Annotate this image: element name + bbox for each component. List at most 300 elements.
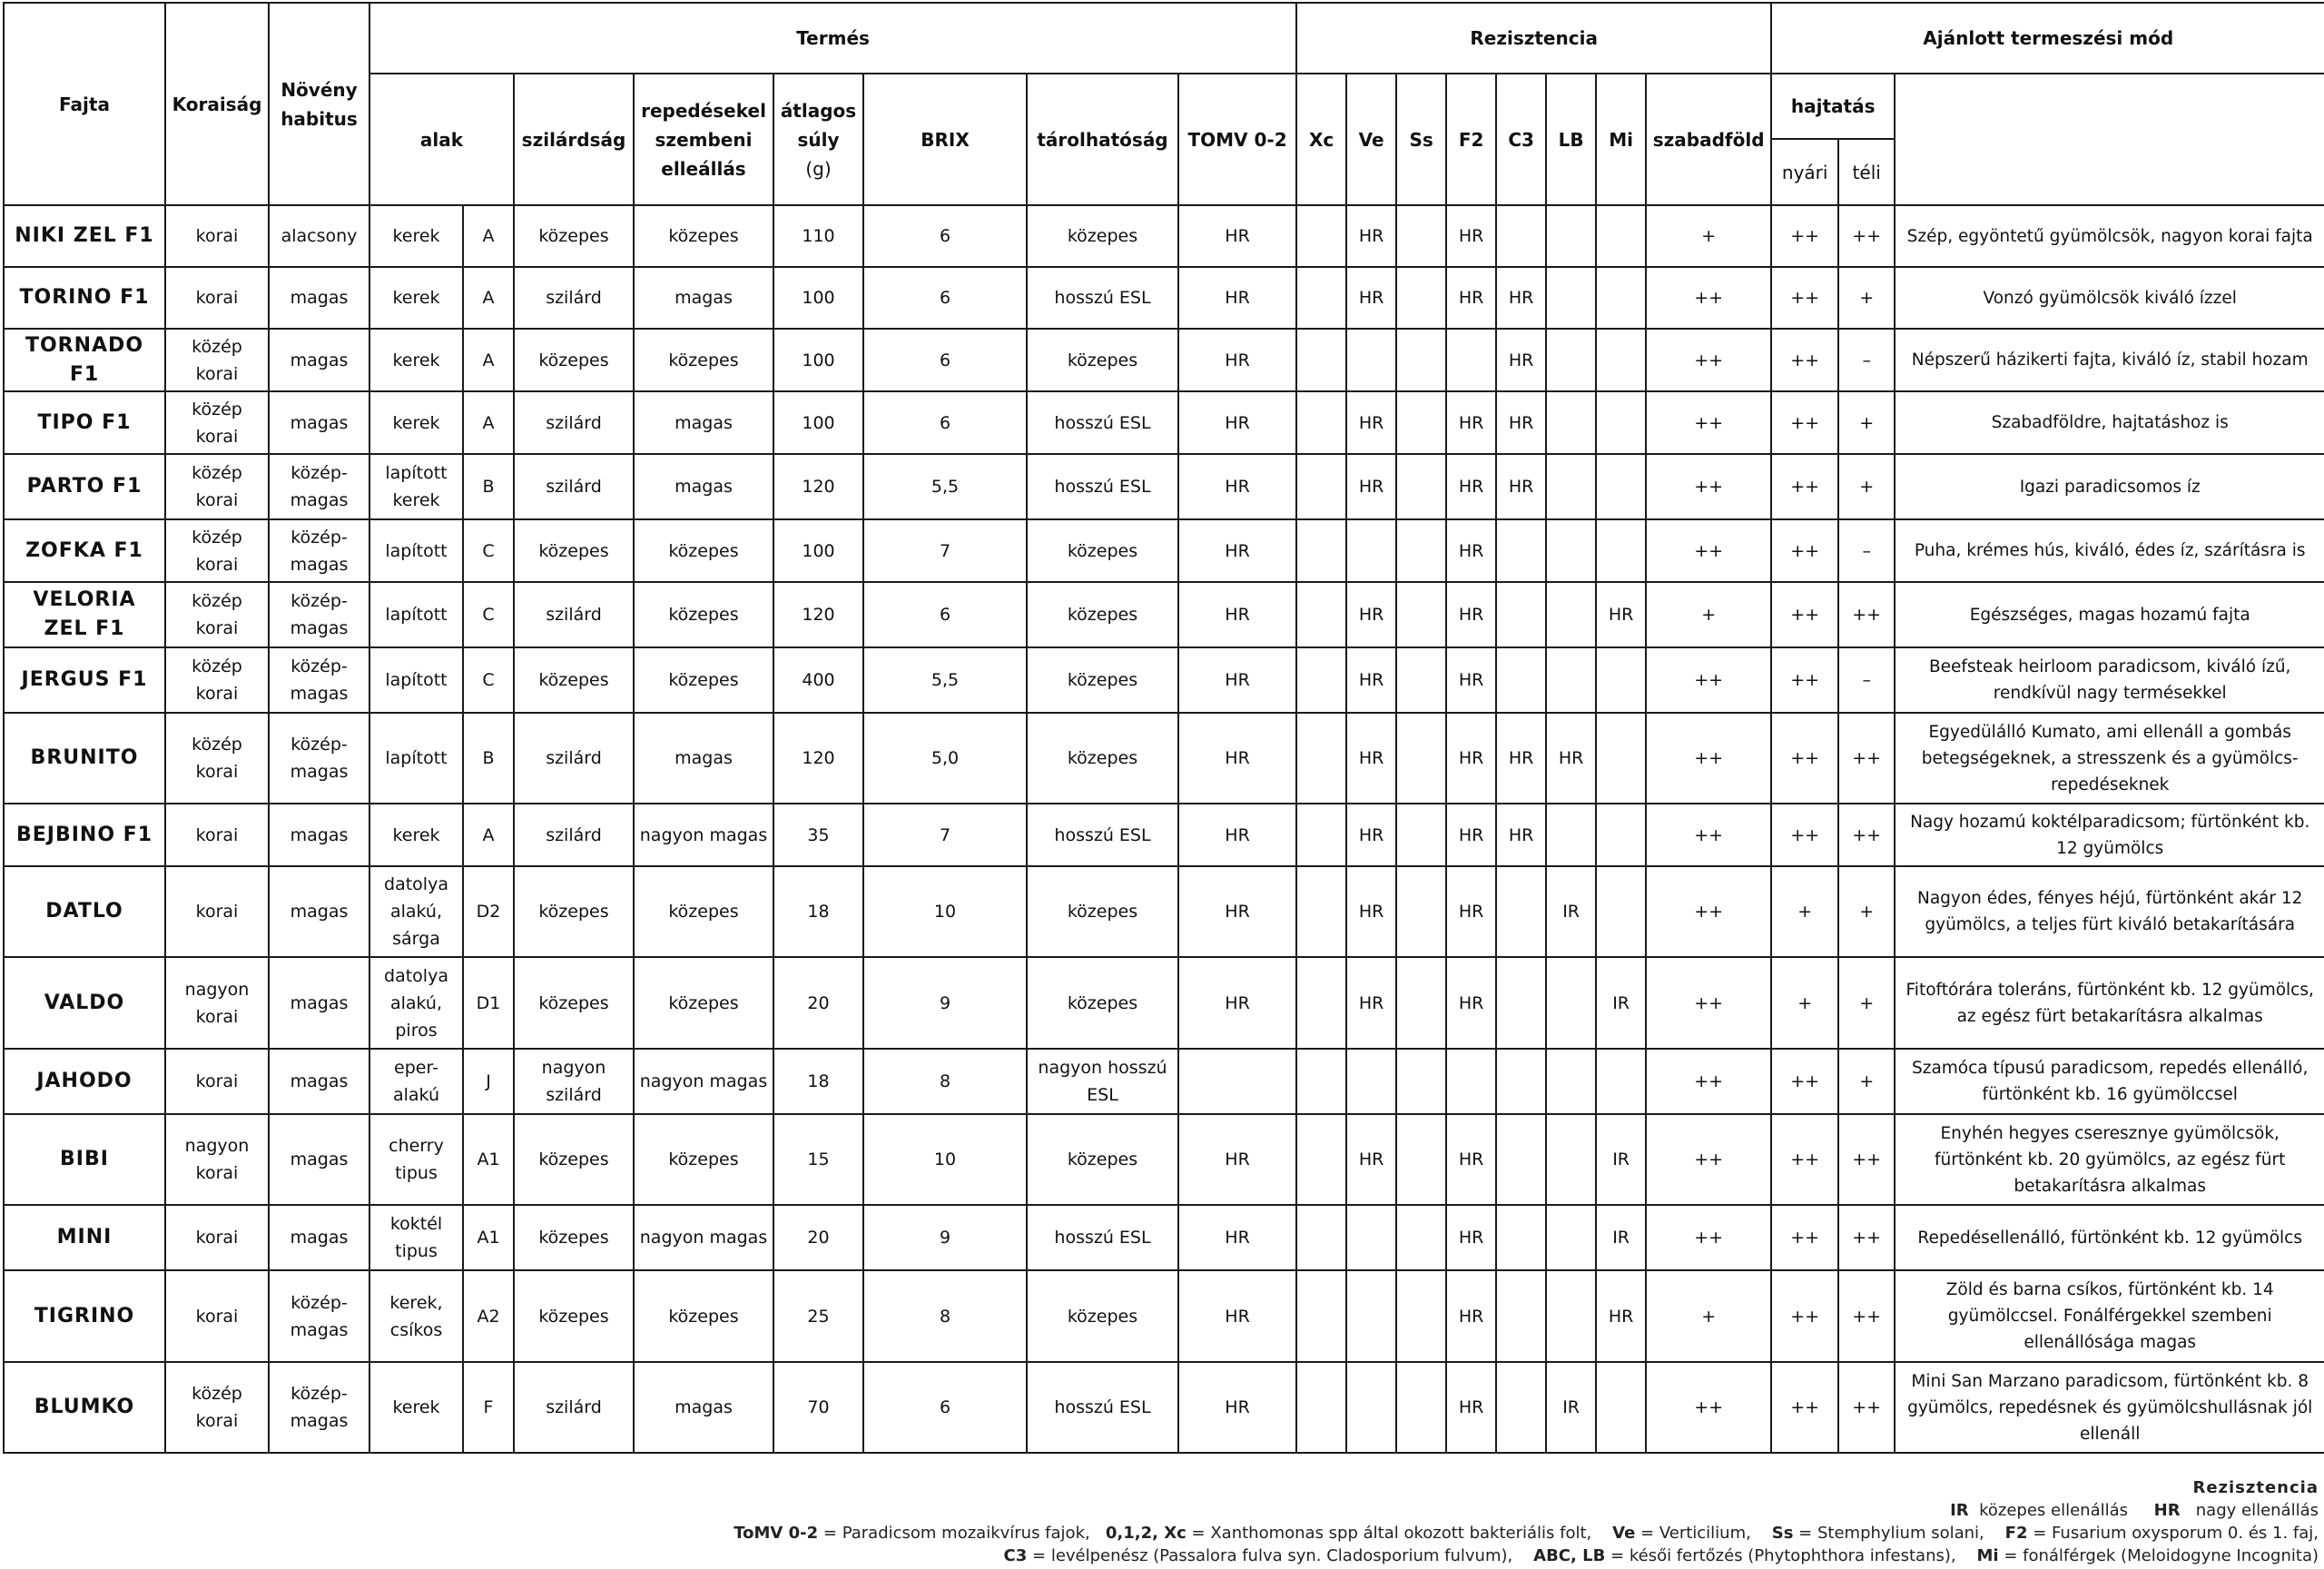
col-tarolhatosag: tárolhatóság — [1027, 74, 1178, 205]
cell-ss — [1396, 1114, 1446, 1205]
cell-habitus: közép-magas — [269, 519, 369, 582]
cell-c3 — [1496, 1205, 1546, 1270]
cell-fajta: NIKI ZEL F1 — [4, 205, 165, 267]
cell-tarolhatosag: hosszú ESL — [1027, 391, 1178, 454]
cell-fajta: JAHODO — [4, 1049, 165, 1114]
cell-koraisag: korai — [165, 205, 269, 267]
cell-mi — [1596, 519, 1646, 582]
cell-tarolhatosag: hosszú ESL — [1027, 1205, 1178, 1270]
cell-nyari: ++ — [1771, 1049, 1838, 1114]
cell-lb — [1546, 1049, 1596, 1114]
cell-lb: HR — [1546, 713, 1596, 804]
cell-szabadfold: ++ — [1646, 1205, 1771, 1270]
cell-ve: HR — [1346, 957, 1396, 1049]
cell-fajta: PARTO F1 — [4, 454, 165, 519]
col-suly: átlagos súly (g) — [773, 74, 863, 205]
cell-brix: 10 — [863, 866, 1027, 957]
col-repedes: repedésekel szembeni elleállás — [634, 74, 773, 205]
cell-tarolhatosag: közepes — [1027, 329, 1178, 391]
cell-alak-kod: A — [463, 329, 514, 391]
cell-lb — [1546, 957, 1596, 1049]
cell-brix: 6 — [863, 582, 1027, 647]
cell-fajta: JERGUS F1 — [4, 647, 165, 713]
cell-repedes: közepes — [634, 582, 773, 647]
cell-fajta: BEJBINO F1 — [4, 804, 165, 866]
cell-alak-kod: A — [463, 205, 514, 267]
cell-teli: + — [1838, 957, 1895, 1049]
cell-tomv: HR — [1178, 329, 1296, 391]
cell-tomv: HR — [1178, 647, 1296, 713]
cell-szilardsag: szilárd — [514, 1362, 634, 1453]
cell-repedes: közepes — [634, 1114, 773, 1205]
cell-f2 — [1446, 329, 1496, 391]
cell-ss — [1396, 329, 1446, 391]
cell-fajta: DATLO — [4, 866, 165, 957]
cell-alak: kerek — [369, 329, 463, 391]
cell-szabadfold: ++ — [1646, 804, 1771, 866]
table-row — [4, 391, 2324, 454]
cell-brix: 7 — [863, 804, 1027, 866]
cell-ve: HR — [1346, 391, 1396, 454]
cell-tomv: HR — [1178, 804, 1296, 866]
cell-habitus: magas — [269, 804, 369, 866]
cell-alak: lapított — [369, 519, 463, 582]
cell-tarolhatosag: hosszú ESL — [1027, 454, 1178, 519]
cell-lb — [1546, 391, 1596, 454]
cell-xc — [1296, 205, 1346, 267]
cell-ss — [1396, 205, 1446, 267]
cell-megjegyzes: Egyedülálló Kumato, ami ellenáll a gombás betegségeknek, a stresszenk és a gyümölcs-repedéseknek — [1895, 713, 2324, 804]
cell-alak: datolya alakú, piros — [369, 957, 463, 1049]
cell-nyari: + — [1771, 957, 1838, 1049]
cell-xc — [1296, 519, 1346, 582]
cell-szabadfold: + — [1646, 1270, 1771, 1362]
cell-f2: HR — [1446, 1270, 1496, 1362]
cell-ve: HR — [1346, 582, 1396, 647]
cell-megjegyzes: Népszerű házikerti fajta, kiváló íz, stabil hozam — [1895, 329, 2324, 391]
legend — [734, 1476, 2319, 1567]
cell-tomv: HR — [1178, 1114, 1296, 1205]
cell-szilardsag: közepes — [514, 647, 634, 713]
cell-ss — [1396, 804, 1446, 866]
group-termes: Termés — [369, 3, 1296, 74]
table-row — [4, 205, 2324, 267]
cell-brix: 10 — [863, 1114, 1027, 1205]
cell-tarolhatosag: közepes — [1027, 866, 1178, 957]
cell-xc — [1296, 1049, 1346, 1114]
cell-ss — [1396, 582, 1446, 647]
cell-alak-kod: C — [463, 519, 514, 582]
cell-mi — [1596, 804, 1646, 866]
cell-f2: HR — [1446, 1362, 1496, 1453]
table-row — [4, 1114, 2324, 1205]
cell-f2: HR — [1446, 1205, 1496, 1270]
cell-szabadfold: ++ — [1646, 391, 1771, 454]
cell-alak-kod: A1 — [463, 1114, 514, 1205]
cell-teli: ++ — [1838, 713, 1895, 804]
cell-koraisag: nagyon korai — [165, 1114, 269, 1205]
cell-alak: datolya alakú, sárga — [369, 866, 463, 957]
cell-lb: IR — [1546, 866, 1596, 957]
cell-ve: HR — [1346, 267, 1396, 329]
legend-line-2: C3 = levélpenész (Passalora fulva syn. Cladosporium fulvum), ABC, LB = késői fertőzés (Phytophthora infestans), Mi = fonálférgek (Meloidogyne Incognita) — [1003, 1546, 2319, 1565]
group-ajanlott: Ajánlott termeszési mód — [1771, 3, 2324, 74]
cell-teli: ++ — [1838, 1205, 1895, 1270]
col-tomv: TOMV 0-2 — [1178, 74, 1296, 205]
cell-megjegyzes: Nagy hozamú koktélparadicsom; fürtönként kb. 12 gyümölcs — [1895, 804, 2324, 866]
cell-habitus: közép-magas — [269, 713, 369, 804]
cell-nyari: ++ — [1771, 713, 1838, 804]
cell-alak-kod: C — [463, 582, 514, 647]
cell-fajta: BRUNITO — [4, 713, 165, 804]
cell-szilardsag: szilárd — [514, 713, 634, 804]
cell-mi: IR — [1596, 1114, 1646, 1205]
cell-mi — [1596, 267, 1646, 329]
cell-koraisag: korai — [165, 1205, 269, 1270]
cell-szilardsag: közepes — [514, 957, 634, 1049]
cell-brix: 6 — [863, 391, 1027, 454]
cell-mi — [1596, 205, 1646, 267]
cell-tomv: HR — [1178, 957, 1296, 1049]
cell-mi: IR — [1596, 1205, 1646, 1270]
cell-szilardsag: szilárd — [514, 804, 634, 866]
cell-megjegyzes: Szabadföldre, hajtatáshoz is — [1895, 391, 2324, 454]
cell-suly: 120 — [773, 713, 863, 804]
cell-szabadfold: ++ — [1646, 957, 1771, 1049]
cell-brix: 6 — [863, 329, 1027, 391]
cell-habitus: magas — [269, 866, 369, 957]
cell-nyari: ++ — [1771, 329, 1838, 391]
table-row — [4, 647, 2324, 713]
cell-fajta: MINI — [4, 1205, 165, 1270]
cell-f2: HR — [1446, 267, 1496, 329]
cell-xc — [1296, 391, 1346, 454]
cell-nyari: ++ — [1771, 582, 1838, 647]
cell-teli: + — [1838, 866, 1895, 957]
cell-lb — [1546, 205, 1596, 267]
cell-brix: 5,0 — [863, 713, 1027, 804]
cell-alak-kod: A — [463, 804, 514, 866]
cell-brix: 6 — [863, 205, 1027, 267]
cell-suly: 20 — [773, 957, 863, 1049]
cell-szilardsag: szilárd — [514, 267, 634, 329]
cell-alak-kod: A — [463, 267, 514, 329]
cell-tarolhatosag: közepes — [1027, 205, 1178, 267]
cell-ve: HR — [1346, 804, 1396, 866]
cell-suly: 100 — [773, 267, 863, 329]
cell-alak-kod: B — [463, 713, 514, 804]
cell-tomv: HR — [1178, 267, 1296, 329]
cell-f2: HR — [1446, 454, 1496, 519]
table-row — [4, 1270, 2324, 1362]
cell-suly: 70 — [773, 1362, 863, 1453]
cell-szabadfold: ++ — [1646, 1362, 1771, 1453]
col-szilardsag: szilárdság — [514, 74, 634, 205]
cell-szabadfold: + — [1646, 582, 1771, 647]
cell-tarolhatosag: közepes — [1027, 647, 1178, 713]
cell-szabadfold: ++ — [1646, 267, 1771, 329]
cell-megjegyzes: Beefsteak heirloom paradicsom, kiváló ízű, rendkívül nagy termésekkel — [1895, 647, 2324, 713]
cell-habitus: közép-magas — [269, 1362, 369, 1453]
cell-nyari: ++ — [1771, 454, 1838, 519]
cell-tomv: HR — [1178, 519, 1296, 582]
col-nyari: nyári — [1771, 139, 1838, 205]
cell-nyari: ++ — [1771, 647, 1838, 713]
cell-ss — [1396, 957, 1446, 1049]
cell-teli: ++ — [1838, 1114, 1895, 1205]
cell-repedes: közepes — [634, 647, 773, 713]
cell-c3 — [1496, 519, 1546, 582]
cell-teli: + — [1838, 1049, 1895, 1114]
cell-lb: IR — [1546, 1362, 1596, 1453]
col-mi: Mi — [1596, 74, 1646, 205]
cell-ve — [1346, 1049, 1396, 1114]
cell-f2 — [1446, 1049, 1496, 1114]
cell-lb — [1546, 454, 1596, 519]
cell-ve — [1346, 519, 1396, 582]
cell-habitus: közép-magas — [269, 647, 369, 713]
cell-ve: HR — [1346, 713, 1396, 804]
cell-f2: HR — [1446, 957, 1496, 1049]
cell-suly: 400 — [773, 647, 863, 713]
cell-ss — [1396, 1270, 1446, 1362]
cell-szilardsag: közepes — [514, 1270, 634, 1362]
cell-f2: HR — [1446, 713, 1496, 804]
cell-xc — [1296, 713, 1346, 804]
cell-suly: 15 — [773, 1114, 863, 1205]
cell-c3: HR — [1496, 454, 1546, 519]
cell-tomv: HR — [1178, 1205, 1296, 1270]
cell-tomv: HR — [1178, 391, 1296, 454]
cell-mi — [1596, 391, 1646, 454]
cell-szabadfold: ++ — [1646, 1049, 1771, 1114]
cell-szabadfold: ++ — [1646, 647, 1771, 713]
cell-nyari: + — [1771, 866, 1838, 957]
legend-resistance-levels: IR közepes ellenállás HR nagy ellenállás — [1950, 1501, 2319, 1520]
cell-repedes: nagyon magas — [634, 804, 773, 866]
cell-repedes: közepes — [634, 866, 773, 957]
cell-lb — [1546, 329, 1596, 391]
cell-tomv: HR — [1178, 713, 1296, 804]
cell-ve: HR — [1346, 1114, 1396, 1205]
cell-tarolhatosag: közepes — [1027, 1114, 1178, 1205]
cell-koraisag: közép korai — [165, 713, 269, 804]
cell-repedes: nagyon magas — [634, 1049, 773, 1114]
cell-teli: + — [1838, 267, 1895, 329]
cell-szilardsag: szilárd — [514, 454, 634, 519]
cell-lb — [1546, 519, 1596, 582]
cell-szilardsag: közepes — [514, 329, 634, 391]
cell-c3 — [1496, 205, 1546, 267]
cell-f2: HR — [1446, 647, 1496, 713]
cell-fajta: VALDO — [4, 957, 165, 1049]
col-xc: Xc — [1296, 74, 1346, 205]
cell-suly: 18 — [773, 866, 863, 957]
cell-xc — [1296, 454, 1346, 519]
cell-c3 — [1496, 957, 1546, 1049]
cell-fajta: TIPO F1 — [4, 391, 165, 454]
cell-brix: 9 — [863, 957, 1027, 1049]
cell-ss — [1396, 713, 1446, 804]
col-f2: F2 — [1446, 74, 1496, 205]
cell-tarolhatosag: hosszú ESL — [1027, 804, 1178, 866]
cell-c3: HR — [1496, 329, 1546, 391]
cell-fajta: TIGRINO — [4, 1270, 165, 1362]
cell-szilardsag: közepes — [514, 1114, 634, 1205]
cell-megjegyzes: Zöld és barna csíkos, fürtönként kb. 14 gyümölccsel. Fonálférgekkel szembeni ellenállósága magas — [1895, 1270, 2324, 1362]
cell-szilardsag: közepes — [514, 519, 634, 582]
cell-lb — [1546, 1114, 1596, 1205]
cell-c3 — [1496, 866, 1546, 957]
cell-alak-kod: D2 — [463, 866, 514, 957]
table-row — [4, 267, 2324, 329]
cell-koraisag: közép korai — [165, 647, 269, 713]
table-row — [4, 957, 2324, 1049]
cell-suly: 120 — [773, 454, 863, 519]
cell-lb — [1546, 804, 1596, 866]
table-row — [4, 1049, 2324, 1114]
cell-habitus: magas — [269, 329, 369, 391]
cell-xc — [1296, 1270, 1346, 1362]
cell-tarolhatosag: közepes — [1027, 519, 1178, 582]
cell-koraisag: korai — [165, 866, 269, 957]
cell-repedes: magas — [634, 1362, 773, 1453]
cell-repedes: közepes — [634, 957, 773, 1049]
cell-alak: kerek, csíkos — [369, 1270, 463, 1362]
cell-alak: kerek — [369, 267, 463, 329]
cell-mi — [1596, 713, 1646, 804]
cell-brix: 8 — [863, 1049, 1027, 1114]
cell-ve: HR — [1346, 647, 1396, 713]
cell-f2: HR — [1446, 519, 1496, 582]
cell-ve — [1346, 1270, 1396, 1362]
cell-tarolhatosag: hosszú ESL — [1027, 267, 1178, 329]
cell-habitus: magas — [269, 1114, 369, 1205]
cell-alak: lapított — [369, 647, 463, 713]
cell-fajta: ZOFKA F1 — [4, 519, 165, 582]
cell-brix: 9 — [863, 1205, 1027, 1270]
cell-repedes: közepes — [634, 205, 773, 267]
cell-fajta: TORNADO F1 — [4, 329, 165, 391]
table-row — [4, 582, 2324, 647]
cell-szilardsag: közepes — [514, 1205, 634, 1270]
cell-c3 — [1496, 647, 1546, 713]
group-hajtatas: hajtatás — [1771, 74, 1895, 139]
legend-title: Rezisztencia — [2192, 1478, 2319, 1497]
cell-tomv — [1178, 1049, 1296, 1114]
cell-lb — [1546, 647, 1596, 713]
cell-nyari: ++ — [1771, 519, 1838, 582]
cell-repedes: magas — [634, 391, 773, 454]
table-row — [4, 866, 2324, 957]
cell-koraisag: nagyon korai — [165, 957, 269, 1049]
cell-teli: ++ — [1838, 1362, 1895, 1453]
col-alak: alak — [369, 74, 514, 205]
table-row — [4, 1205, 2324, 1270]
cell-c3 — [1496, 1362, 1546, 1453]
cell-suly: 18 — [773, 1049, 863, 1114]
cell-szabadfold: ++ — [1646, 866, 1771, 957]
cell-lb — [1546, 1205, 1596, 1270]
cell-ve: HR — [1346, 454, 1396, 519]
cell-f2: HR — [1446, 1114, 1496, 1205]
cell-ss — [1396, 647, 1446, 713]
cell-megjegyzes: Puha, krémes hús, kiváló, édes íz, szárításra is — [1895, 519, 2324, 582]
cell-megjegyzes: Vonzó gyümölcsök kiváló ízzel — [1895, 267, 2324, 329]
cell-habitus: közép-magas — [269, 1270, 369, 1362]
cell-szilardsag: szilárd — [514, 391, 634, 454]
cell-c3: HR — [1496, 391, 1546, 454]
cell-mi — [1596, 866, 1646, 957]
cell-ve: HR — [1346, 205, 1396, 267]
cell-c3: HR — [1496, 804, 1546, 866]
cell-fajta: BLUMKO — [4, 1362, 165, 1453]
cell-xc — [1296, 329, 1346, 391]
cell-habitus: közép-magas — [269, 454, 369, 519]
col-lb: LB — [1546, 74, 1596, 205]
cell-habitus: magas — [269, 957, 369, 1049]
cell-alak-kod: C — [463, 647, 514, 713]
col-fajta: Fajta — [4, 3, 165, 205]
group-rezisztencia: Rezisztencia — [1296, 3, 1771, 74]
cell-koraisag: közép korai — [165, 391, 269, 454]
cell-koraisag: közép korai — [165, 1362, 269, 1453]
cell-suly: 35 — [773, 804, 863, 866]
cell-c3 — [1496, 1049, 1546, 1114]
cell-fajta: VELORIA ZEL F1 — [4, 582, 165, 647]
cell-teli: – — [1838, 647, 1895, 713]
cell-c3: HR — [1496, 267, 1546, 329]
cell-nyari: ++ — [1771, 391, 1838, 454]
cell-xc — [1296, 957, 1346, 1049]
cell-megjegyzes: Repedésellenálló, fürtönként kb. 12 gyümölcs — [1895, 1205, 2324, 1270]
cell-ss — [1396, 267, 1446, 329]
cell-habitus: magas — [269, 267, 369, 329]
cell-repedes: magas — [634, 713, 773, 804]
cell-szabadfold: ++ — [1646, 329, 1771, 391]
cell-c3 — [1496, 1114, 1546, 1205]
cell-brix: 8 — [863, 1270, 1027, 1362]
cell-szilardsag: közepes — [514, 866, 634, 957]
cell-tarolhatosag: közepes — [1027, 1270, 1178, 1362]
cell-ss — [1396, 454, 1446, 519]
cell-alak-kod: J — [463, 1049, 514, 1114]
cell-mi — [1596, 647, 1646, 713]
cell-lb — [1546, 1270, 1596, 1362]
cell-megjegyzes: Szamóca típusú paradicsom, repedés ellenálló, fürtönként kb. 16 gyümölccsel — [1895, 1049, 2324, 1114]
cell-suly: 100 — [773, 329, 863, 391]
cell-tomv: HR — [1178, 1362, 1296, 1453]
table-row — [4, 1362, 2324, 1453]
cell-habitus: alacsony — [269, 205, 369, 267]
cell-tomv: HR — [1178, 1270, 1296, 1362]
cell-alak-kod: F — [463, 1362, 514, 1453]
cell-xc — [1296, 1114, 1346, 1205]
cell-ss — [1396, 1362, 1446, 1453]
table-row — [4, 454, 2324, 519]
cell-suly: 25 — [773, 1270, 863, 1362]
cell-alak: kerek — [369, 205, 463, 267]
table-row — [4, 329, 2324, 391]
cell-f2: HR — [1446, 866, 1496, 957]
cell-brix: 5,5 — [863, 647, 1027, 713]
cell-suly: 100 — [773, 391, 863, 454]
cell-xc — [1296, 866, 1346, 957]
cell-c3 — [1496, 1270, 1546, 1362]
cell-lb — [1546, 582, 1596, 647]
cell-tarolhatosag: közepes — [1027, 957, 1178, 1049]
cell-f2: HR — [1446, 391, 1496, 454]
